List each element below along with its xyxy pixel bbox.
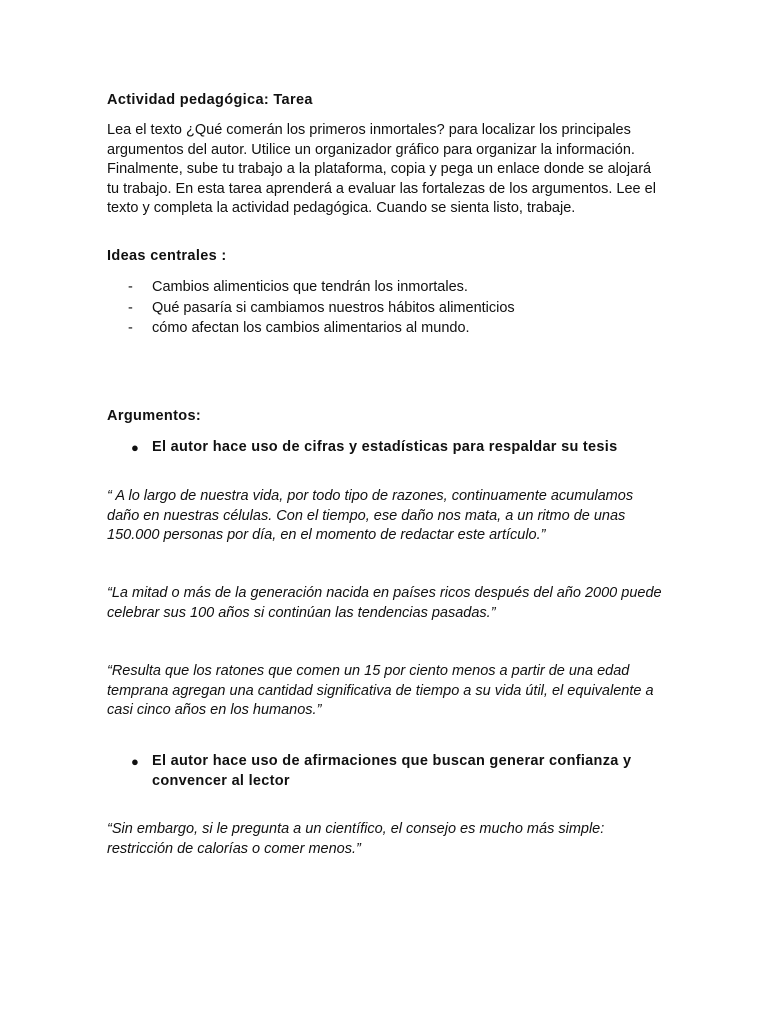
dash-marker: -	[128, 299, 133, 316]
dash-marker: -	[128, 279, 133, 295]
argument-2-bullet	[107, 752, 647, 791]
idea-text: cómo afectan los cambios alimentarios al mundo.	[152, 320, 470, 337]
argument-1-bullet	[107, 438, 647, 458]
bullet-dot-icon: ●	[131, 440, 140, 455]
ideas-heading: Ideas centrales :	[107, 248, 227, 264]
document-title: Actividad pedagógica: Tarea	[107, 92, 313, 108]
list-item	[107, 277, 515, 298]
arguments-heading: Argumentos:	[107, 408, 202, 424]
quote-1: “ A lo largo de nuestra vida, por todo tipo de razones, continuamente acumulamos daño en nuestras células. Con el tiempo, ese daño nos mata, a un ritmo de unas 150.000 personas por día, en el momento de redactar este artículo.”	[107, 488, 634, 543]
bullet-dot-icon: ●	[131, 754, 140, 769]
ideas-list	[107, 277, 515, 339]
idea-text: Cambios alimenticios que tendrán los inmortales.	[152, 279, 468, 295]
list-item	[107, 318, 515, 339]
quote-2: “La mitad o más de la generación nacida en países ricos después del año 2000 puede celebrar sus 100 años si continúan las tendencias pasadas.”	[107, 585, 662, 621]
quote-3: “Resulta que los ratones que comen un 15 por ciento menos a partir de una edad temprana agregan una cantidad significativa de tiempo a su vida útil, el equivalente a casi cinco años en los humanos.”	[107, 663, 654, 718]
idea-text: Qué pasaría si cambiamos nuestros hábitos alimenticios	[152, 299, 515, 316]
dash-marker: -	[128, 320, 133, 337]
argument-1-label: El autor hace uso de cifras y estadísticas para respaldar su tesis	[152, 439, 618, 455]
list-item	[107, 298, 515, 319]
quote-4: “Sin embargo, si le pregunta a un científico, el consejo es mucho más simple: restricción de calorías o comer menos.”	[107, 821, 605, 857]
argument-2-label: El autor hace uso de afirmaciones que buscan generar confianza y convencer al lector	[152, 753, 632, 789]
intro-paragraph: Lea el texto ¿Qué comerán los primeros inmortales? para localizar los principales argumentos del autor. Utilice un organizador gráfico para organizar la información. Finalmente, sube tu trabajo a la plataforma, copia y pega un enlace donde se alojará tu trabajo. En esta tarea aprenderá a evaluar las fortalezas de los argumentos. Lee el texto y completa la actividad pedagógica. Cuando se sienta listo, trabaje.	[107, 122, 656, 217]
